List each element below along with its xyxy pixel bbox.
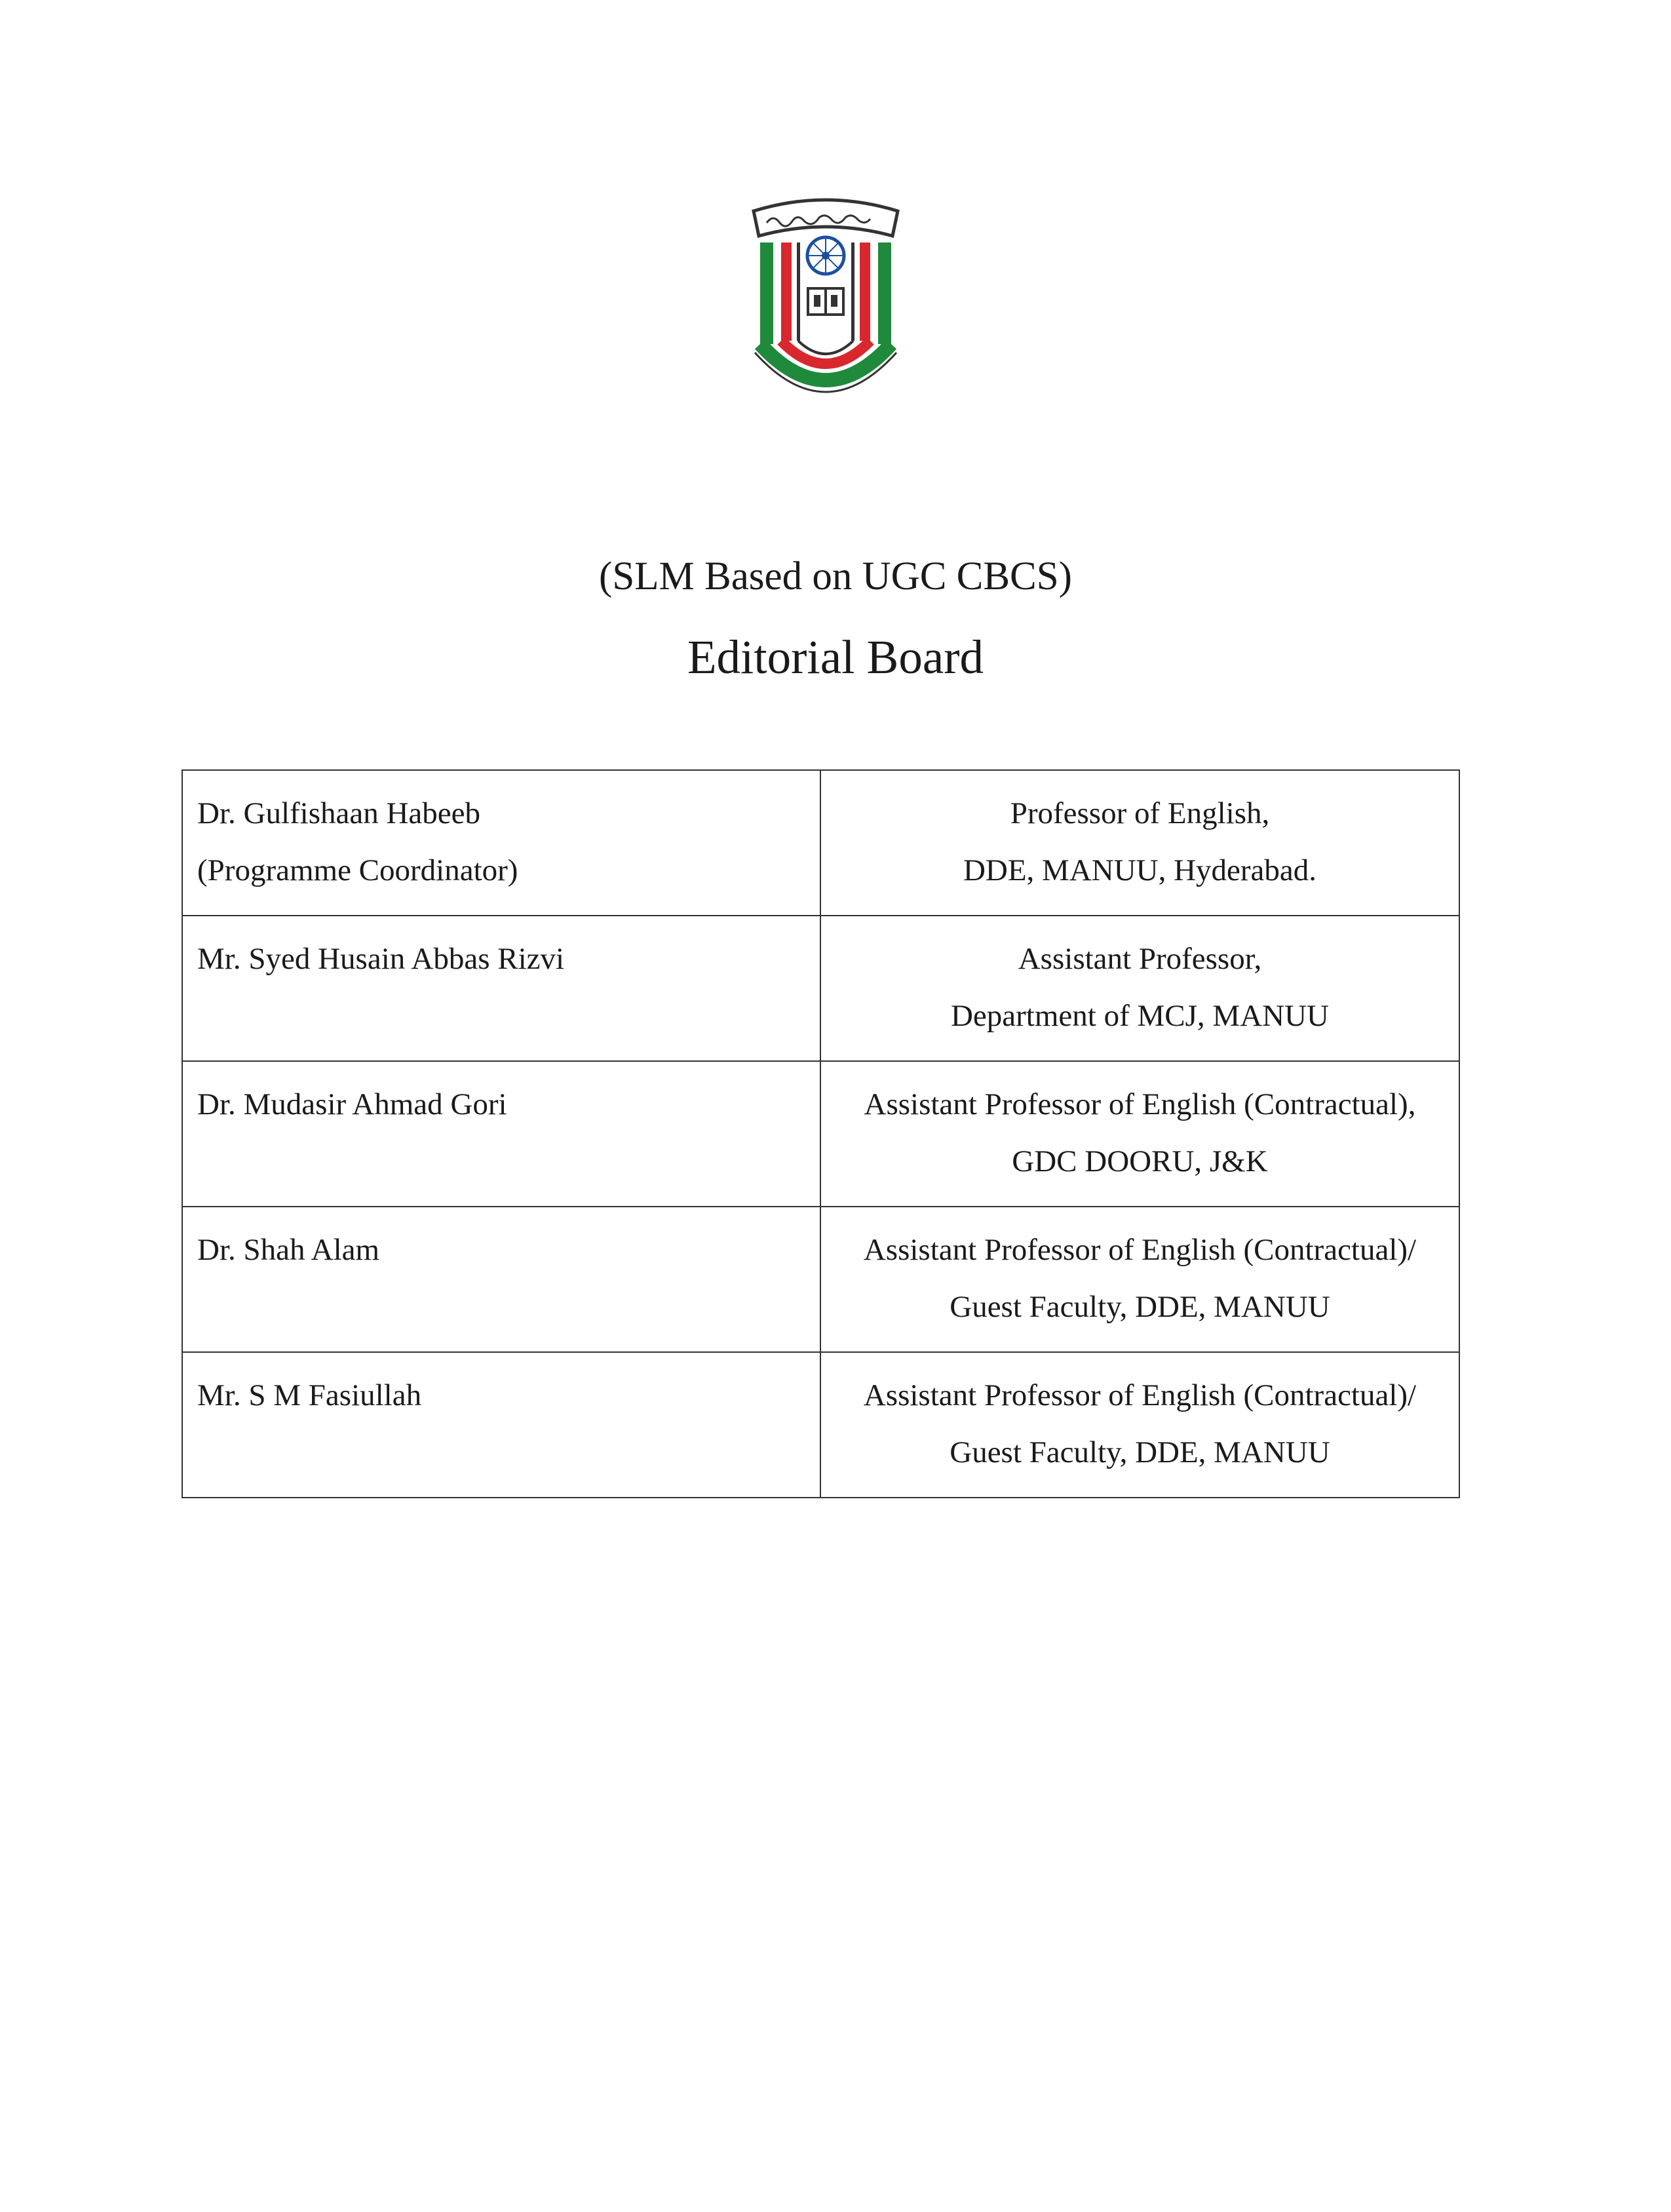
member-affiliation: GDC DOORU, J&K	[1012, 1144, 1268, 1178]
member-role-cell	[820, 770, 1459, 916]
member-role: Assistant Professor of English (Contractual)/	[863, 1378, 1417, 1412]
member-name-cell	[182, 916, 820, 1061]
table-row	[182, 770, 1459, 916]
member-affiliation: Department of MCJ, MANUU	[950, 999, 1329, 1033]
page-title: Editorial Board	[687, 631, 984, 684]
member-affiliation: Guest Faculty, DDE, MANUU	[950, 1290, 1330, 1324]
member-name: Mr. Syed Husain Abbas Rizvi	[197, 942, 565, 976]
table-row	[182, 916, 1459, 1061]
member-role-cell	[820, 1207, 1459, 1352]
member-note: (Programme Coordinator)	[197, 853, 518, 887]
member-role: Assistant Professor,	[1018, 942, 1262, 976]
table-row	[182, 1061, 1459, 1207]
university-emblem	[740, 190, 911, 419]
member-name-cell	[182, 770, 820, 916]
member-name-cell	[182, 1352, 820, 1498]
member-role: Professor of English,	[1010, 796, 1270, 830]
table-row	[182, 1207, 1459, 1352]
member-name: Dr. Gulfishaan Habeeb	[197, 796, 480, 830]
editorial-board-table	[182, 769, 1460, 1498]
member-name-cell	[182, 1061, 820, 1207]
table-row	[182, 1352, 1459, 1498]
member-role-cell	[820, 1061, 1459, 1207]
member-name: Dr. Mudasir Ahmad Gori	[197, 1087, 507, 1121]
member-affiliation: Guest Faculty, DDE, MANUU	[950, 1435, 1330, 1469]
subtitle: (SLM Based on UGC CBCS)	[599, 554, 1072, 598]
member-role-cell	[820, 1352, 1459, 1498]
member-role: Assistant Professor of English (Contractual),	[864, 1087, 1416, 1121]
member-role: Assistant Professor of English (Contractual)/	[863, 1233, 1417, 1267]
member-affiliation: DDE, MANUU, Hyderabad.	[963, 853, 1317, 887]
member-role-cell	[820, 916, 1459, 1061]
member-name: Mr. S M Fasiullah	[197, 1378, 422, 1412]
member-name: Dr. Shah Alam	[197, 1233, 380, 1267]
member-name-cell	[182, 1207, 820, 1352]
